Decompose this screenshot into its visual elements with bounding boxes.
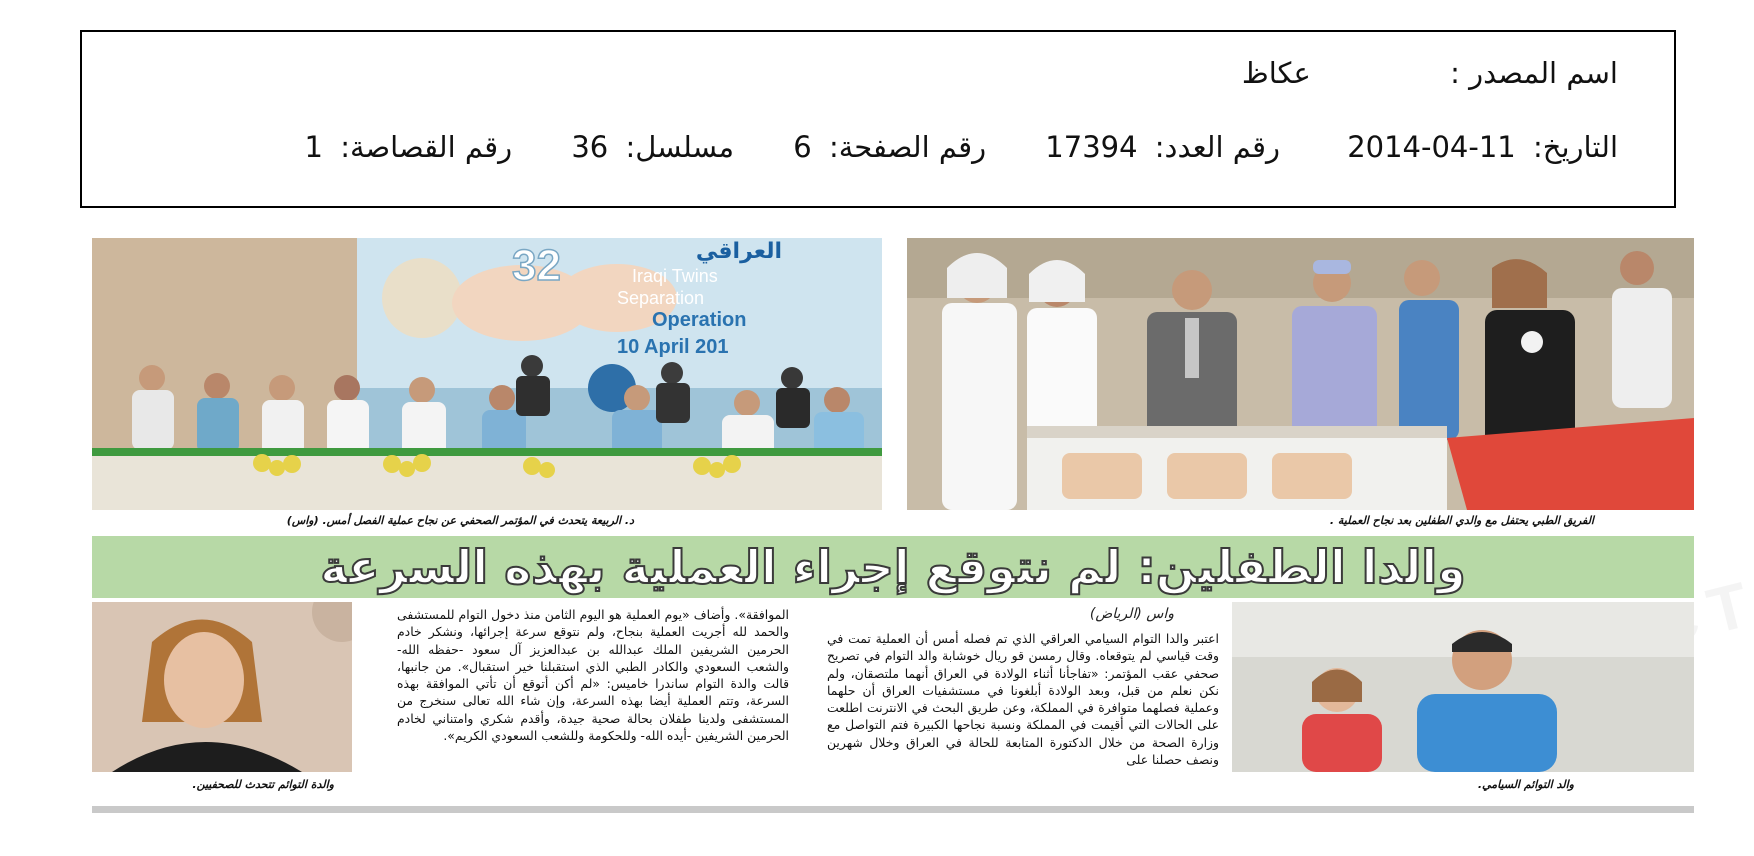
serial-label: مسلسل:	[625, 130, 735, 164]
issue-label: رقم العدد:	[1154, 130, 1280, 164]
source-info-box	[80, 30, 1676, 208]
celebration-photo	[907, 238, 1694, 510]
article-headline: والدا الطفلين: لم نتوقع إجراء العملية بهذه السرعة	[320, 540, 1466, 594]
press-conference-photo	[92, 238, 882, 510]
source-label: اسم المصدر :	[1450, 56, 1618, 90]
banner-line3: Operation	[652, 309, 747, 331]
banner-line2: Separation	[617, 288, 705, 308]
father-caption: والد التوائم السيامي.	[1477, 778, 1574, 791]
meta-row	[305, 130, 1618, 164]
article-column-right: اعتبر والدا التوام السيامي العراقي الذي تم فصله أمس أن العملية تمت في وقت قياسي لم يتوقعاه. وقال رمسن قو ريال خوشابة والد التوام في تصريح صحفي عقب المؤتمر: «تفاجأنا أثناء الولادة في العراق أنهما ملتصقان، ولم نكن نعلم من قبل، وبعد الولادة أبلغونا في مستشفيات العراق أن حلهما وعملية فصلهما متوافرة في المملكة، وعن طريق البحث في الانترنت اطلعت على الحالات التي أقيمت في المملكة ونسبة نجاحها الكبيرة فتم التواصل مع وزارة الصحة من خلال الدكتورة المتابعة للحالة في العراق وخلال شهرين ونصف حصلنا على	[827, 631, 1219, 768]
page-label: رقم الصفحة:	[828, 130, 987, 164]
right-photo-caption: الفريق الطبي يحتفل مع والدي الطفلين بعد نجاح العملية .	[1329, 514, 1594, 527]
press-conference-image	[92, 238, 882, 510]
headline-bar	[92, 536, 1694, 598]
mother-image	[92, 602, 352, 772]
date-label: التاريخ:	[1532, 130, 1618, 164]
newspaper-clipping	[92, 238, 1694, 822]
source-row	[1242, 56, 1618, 90]
father-photo	[1232, 602, 1694, 772]
date-value: 2014-04-11	[1347, 130, 1516, 164]
mother-photo	[92, 602, 352, 772]
bottom-rule	[92, 806, 1694, 813]
banner-line1: Iraqi Twins	[632, 266, 718, 286]
banner-number: 32	[512, 241, 561, 290]
banner-arabic: العراقي	[695, 239, 782, 264]
left-photo-caption: د. الربيعة يتحدث في المؤتمر الصحفي عن نجاح عملية الفصل أمس. (واس)	[286, 514, 634, 527]
article-column-left: الموافقة». وأضاف «يوم العملية هو اليوم الثامن منذ دخول التوام للمستشفى والحمد لله أجريت العملية بنجاح، ولم نتوقع سرعة إجرائها، ونشكر خادم الحرمين الشريفين الملك عبدالله بن عبدالعزيز آل سعود -حفظه الله- والشعب السعودي والكادر الطبي الذي استقبلنا خير استقبال». من جانبها، قالت والدة التوام ساندرا خاميس: «لم أكن أتوقع أن تأتي الموافقة بهذه السرعة، وتتم العملية أيضا بهذه السرعة، وإن شاء الله تعالى سنخرج من المستشفى ولدينا طفلان بحالة صحية جيدة، وأقدم شكري وامتناني لخادم الحرمين الشريفين -أيده الله- وللحكومة وللشعب السعودي الكريم».	[397, 607, 789, 744]
page-value: 6	[793, 130, 812, 164]
source-value: عكاظ	[1241, 56, 1311, 90]
celebration-image	[907, 238, 1694, 510]
clip-value: 1	[304, 130, 323, 164]
issue-value: 17394	[1045, 130, 1138, 164]
serial-value: 36	[571, 130, 609, 164]
mother-caption: والدة التوائم تتحدث للصحفيين.	[192, 778, 334, 791]
father-image	[1232, 602, 1694, 772]
banner-line4: 10 April 201	[617, 336, 729, 358]
clip-label: رقم القصاصة:	[340, 130, 513, 164]
article-byline: واس (الرياض)	[1089, 606, 1174, 622]
